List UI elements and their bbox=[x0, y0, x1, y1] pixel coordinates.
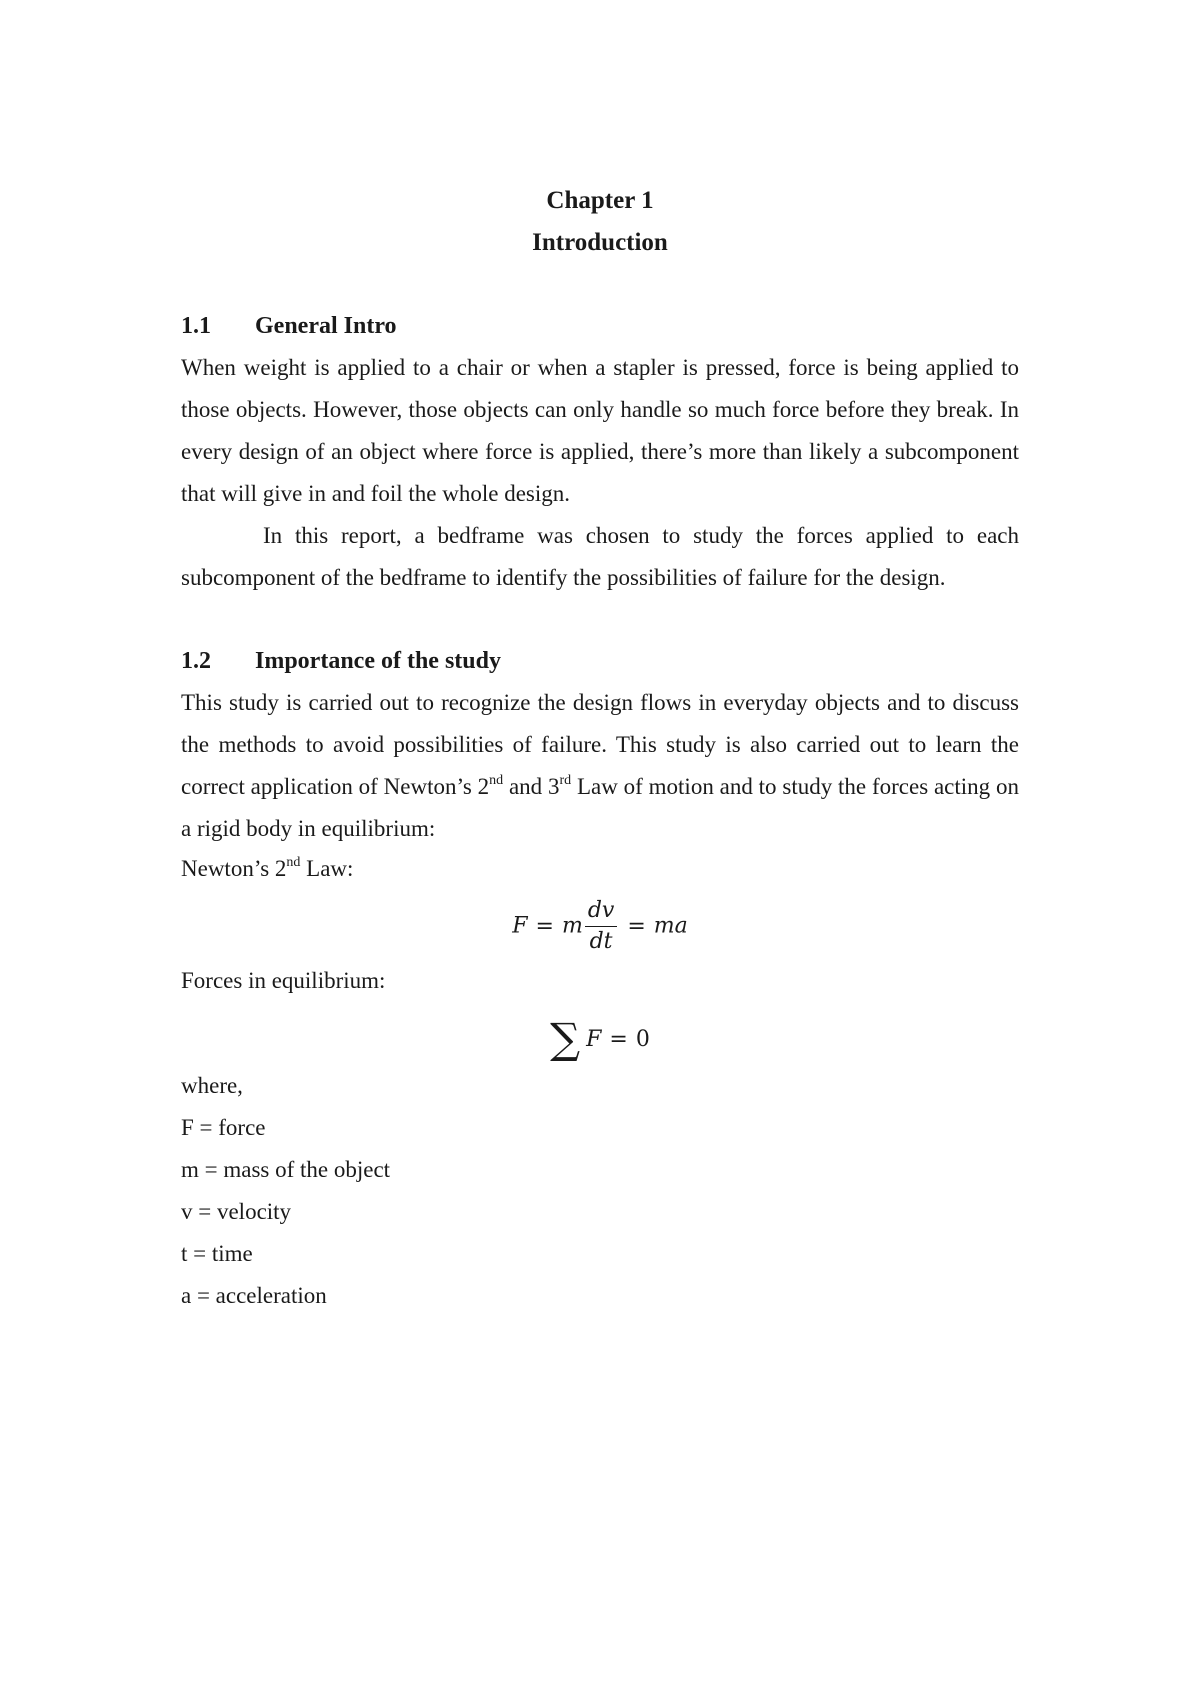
section-1-1-paragraph-1: When weight is applied to a chair or when a stapler is pressed, force is being applied to those objects. However, those objects can only handle so much force before they break. In every design of an object where force is applied, there’s more than likely a subcomponent that will give in and foil the whole design. bbox=[181, 355, 1019, 506]
section-number: 1.1 bbox=[181, 313, 211, 339]
sigma-symbol: ∑ bbox=[550, 1014, 581, 1063]
eq-denominator: dt bbox=[589, 929, 613, 954]
definition-item: v = velocity bbox=[181, 1199, 292, 1224]
chapter-title: Introduction bbox=[532, 229, 668, 256]
section-title: Importance of the study bbox=[255, 648, 501, 674]
definition-item: m = mass of the object bbox=[181, 1157, 391, 1182]
eq-fraction bbox=[585, 898, 618, 955]
section-1-2-paragraph: This study is carried out to recognize the design flows in everyday objects and to discuss the methods to avoid possibilities of failure. This study is also carried out to learn the correct application of Newton’s 2nd and 3rd Law of motion and to study the forces acting on a rigid body in equilibrium: bbox=[181, 690, 1019, 841]
definition-item: a = acceleration bbox=[181, 1283, 327, 1308]
eq2-variable: F bbox=[586, 1027, 602, 1052]
equation-equilibrium bbox=[0, 1014, 1200, 1063]
section-heading-1-2 bbox=[181, 646, 501, 676]
eq-numerator: dv bbox=[585, 898, 618, 927]
chapter-number: Chapter 1 bbox=[546, 187, 654, 214]
equilibrium-label: Forces in equilibrium: bbox=[181, 968, 386, 993]
eq2-equals: = bbox=[609, 1027, 628, 1052]
section-1-1-paragraph-2: In this report, a bedframe was chosen to study the forces applied to each subcomponent of the bedframe to identify the possibilities of failure for the design. bbox=[181, 523, 1019, 590]
section-heading-1-1 bbox=[181, 311, 397, 341]
eq-mass: m bbox=[561, 913, 583, 939]
section-title: General Intro bbox=[255, 313, 397, 339]
eq-equals: = bbox=[535, 913, 554, 939]
equation-newton-second-law bbox=[0, 898, 1200, 955]
definition-item: F = force bbox=[181, 1115, 266, 1140]
section-number: 1.2 bbox=[181, 648, 211, 674]
where-label: where, bbox=[181, 1073, 243, 1098]
eq2-value: 0 bbox=[635, 1027, 650, 1052]
eq-rhs: ma bbox=[653, 913, 688, 939]
eq-lhs: F bbox=[512, 913, 528, 939]
newton-law-label: Newton’s 2nd Law: bbox=[181, 855, 354, 881]
eq-equals-2: = bbox=[627, 913, 646, 939]
definition-item: t = time bbox=[181, 1241, 253, 1266]
